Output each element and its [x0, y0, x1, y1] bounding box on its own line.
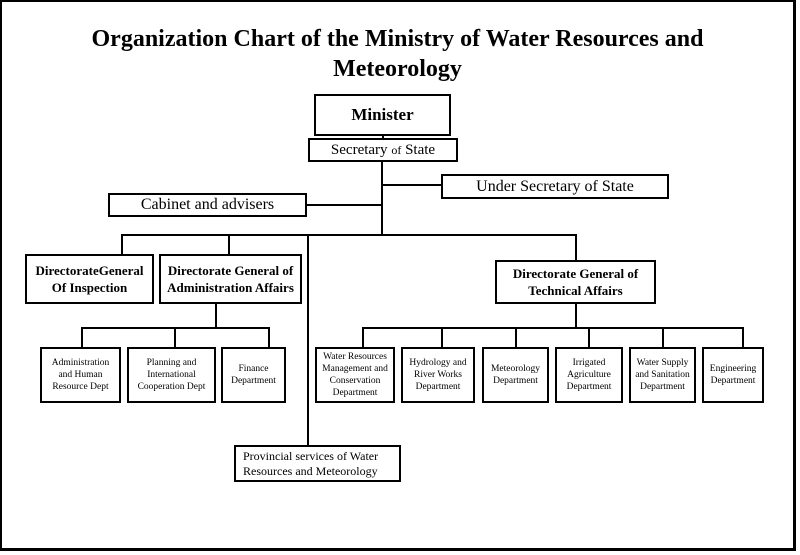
dg-administration-box: [159, 254, 302, 304]
tech-dept-label: Water Supply and Sanitation Department: [635, 358, 690, 392]
provincial-services-label: Provincial services of Water Resources and Meteorology: [243, 448, 379, 478]
dg-administration-label: Directorate General of Administration Affairs: [167, 263, 294, 295]
connector-dg-inspection: [121, 234, 123, 254]
tech-dept-box: [482, 347, 549, 403]
tech-dept-label: Water Resources Management and Conservation Department: [322, 352, 388, 398]
admin-dept-label: Planning and International Cooperation Dept: [137, 358, 206, 392]
admin-dept-box: [221, 347, 286, 403]
chart-title: Organization Chart of the Ministry of Water Resources and Meteorology: [91, 26, 704, 82]
cabinet-box: [108, 193, 307, 217]
connector-tech-dept-1: [362, 327, 364, 347]
connector-tech-depts-bar: [362, 327, 742, 329]
tech-dept-box: [629, 347, 696, 403]
secretary-box: [308, 138, 458, 162]
tech-dept-box: [315, 347, 395, 403]
connector-tech-down: [575, 303, 577, 327]
connector-tech-dept-5: [662, 327, 664, 347]
connector-admin-dept-1: [81, 327, 83, 347]
cabinet-label: Cabinet and advisers: [140, 196, 275, 213]
tech-dept-label: Engineering Department: [709, 364, 757, 386]
connector-under-secretary: [381, 184, 441, 186]
connector-dg-technical: [575, 234, 577, 260]
dg-technical-box: [495, 260, 656, 304]
tech-dept-label: Meteorology Department: [490, 364, 541, 386]
connector-tech-dept-4: [588, 327, 590, 347]
connector-admin-down: [215, 303, 217, 327]
secretary-label: Secretary of State: [330, 141, 436, 158]
tech-dept-box: [555, 347, 623, 403]
connector-trunk: [381, 160, 383, 234]
admin-dept-box: [40, 347, 121, 403]
dg-inspection-label: DirectorateGeneral Of Inspection: [35, 263, 144, 295]
under-secretary-box: [441, 174, 669, 199]
admin-dept-label: Finance Department: [231, 364, 276, 386]
tech-dept-label: Hydrology and River Works Department: [409, 358, 467, 392]
connector-admin-dept-2: [174, 327, 176, 347]
admin-dept-label: Administration and Human Resource Dept: [51, 358, 110, 392]
admin-dept-box: [127, 347, 216, 403]
tech-dept-box: [702, 347, 764, 403]
provincial-services-box: [234, 445, 401, 482]
connector-tech-dept-3: [515, 327, 517, 347]
connector-cabinet: [307, 204, 382, 206]
minister-box: [314, 94, 451, 136]
connector-tech-dept-2: [441, 327, 443, 347]
connector-dg-administration: [228, 234, 230, 254]
connector-admin-dept-3: [268, 327, 270, 347]
under-secretary-label: Under Secretary of State: [476, 177, 634, 195]
tech-dept-label: Irrigated Agriculture Department: [566, 358, 612, 392]
tech-dept-box: [401, 347, 475, 403]
connector-tech-dept-6: [742, 327, 744, 347]
minister-label: Minister: [351, 105, 414, 124]
dg-technical-label: Directorate General of Technical Affairs: [512, 266, 639, 298]
connector-provincial: [307, 234, 309, 446]
dg-inspection-box: [25, 254, 154, 304]
connector-directorates-bar: [121, 234, 575, 236]
